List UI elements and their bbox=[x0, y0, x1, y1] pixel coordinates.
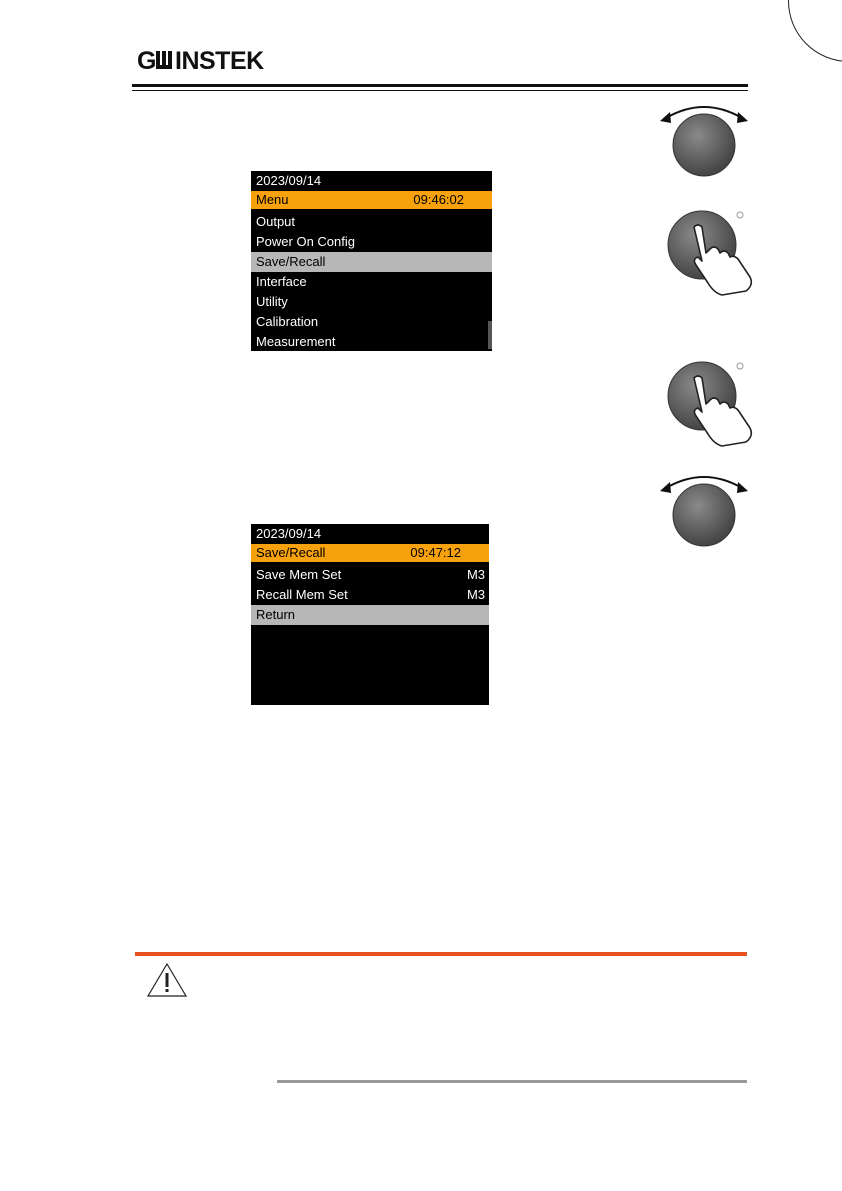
menu-item-save-recall[interactable] bbox=[251, 252, 492, 272]
rotary-knob-press-icon bbox=[660, 356, 760, 448]
menu-item-value: M3 bbox=[466, 587, 485, 602]
header-rule bbox=[132, 84, 748, 87]
menu-item-return[interactable] bbox=[251, 605, 489, 625]
rotary-knob-turn-icon bbox=[656, 98, 752, 178]
menu-item-label: Return bbox=[256, 607, 296, 622]
gw-instek-logo-icon bbox=[137, 46, 287, 74]
menu-item-value: M3 bbox=[466, 567, 485, 582]
menu-item-utility[interactable] bbox=[251, 292, 492, 312]
screen-title: Menu bbox=[256, 192, 289, 207]
menu-item-output[interactable] bbox=[251, 212, 492, 232]
header-rule-thin bbox=[132, 90, 748, 91]
menu-item-label: Interface bbox=[256, 274, 307, 289]
menu-item-label: Power On Config bbox=[256, 234, 355, 249]
footer-rule bbox=[277, 1080, 747, 1083]
screen-title: Save/Recall bbox=[256, 545, 326, 560]
screen-time: 09:46:02 bbox=[413, 192, 464, 207]
menu-item-label: Measurement bbox=[256, 334, 336, 349]
menu-item-recall-mem-set[interactable] bbox=[251, 585, 489, 605]
svg-text:G: G bbox=[137, 47, 156, 74]
menu-item-measurement[interactable] bbox=[251, 332, 492, 352]
screen-date: 2023/09/14 bbox=[256, 526, 322, 541]
rotary-knob-turn-icon bbox=[656, 468, 752, 548]
menu-item-label: Utility bbox=[256, 294, 288, 309]
screen-time: 09:47:12 bbox=[410, 545, 461, 560]
menu-item-label: Save/Recall bbox=[256, 254, 326, 269]
menu-item-label: Output bbox=[256, 214, 296, 229]
brand-logo bbox=[137, 46, 287, 74]
screen-title-bar bbox=[251, 544, 489, 562]
caution-icon bbox=[146, 962, 188, 998]
menu-item-power-on-config[interactable] bbox=[251, 232, 492, 252]
menu-item-label: Calibration bbox=[256, 314, 319, 329]
menu-screen bbox=[251, 171, 492, 351]
menu-item-interface[interactable] bbox=[251, 272, 492, 292]
menu-item-calibration[interactable] bbox=[251, 312, 492, 332]
screen-date: 2023/09/14 bbox=[256, 173, 322, 188]
menu-item-save-mem-set[interactable] bbox=[251, 565, 489, 585]
menu-item-label: Recall Mem Set bbox=[256, 587, 348, 602]
scrollbar[interactable] bbox=[488, 321, 492, 349]
caution-rule bbox=[135, 952, 747, 956]
page-corner-decoration bbox=[788, 0, 842, 62]
rotary-knob-press-icon bbox=[660, 205, 760, 297]
screen-title-bar bbox=[251, 191, 492, 209]
menu-item-label: Save Mem Set bbox=[256, 567, 342, 582]
svg-text:INSTEK: INSTEK bbox=[175, 47, 264, 74]
save-recall-screen bbox=[251, 524, 489, 705]
